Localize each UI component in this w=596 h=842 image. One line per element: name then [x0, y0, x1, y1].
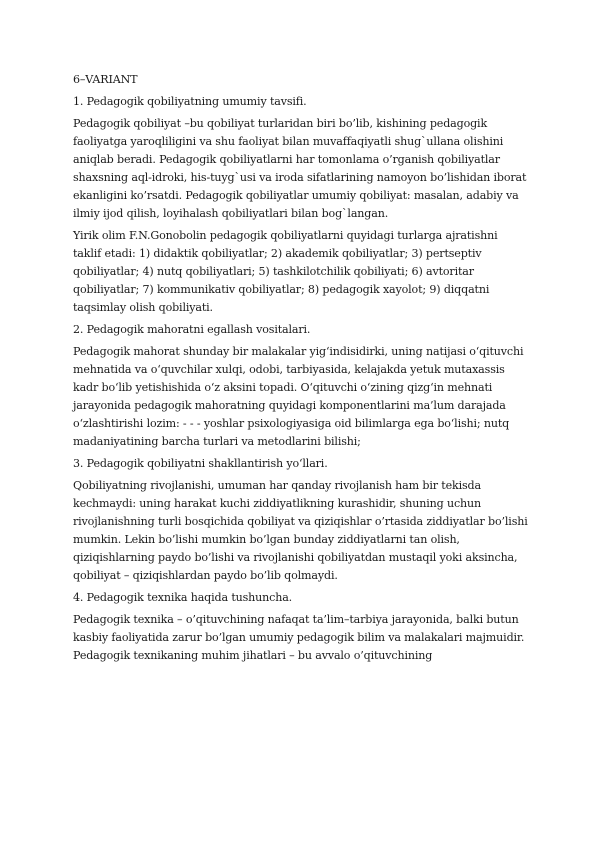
document-body [73, 71, 528, 669]
question-1-title: 1. Pedagogik qobiliyatning umumiy tavsifi. [73, 95, 307, 108]
question-1-paragraph-2: Yirik olim F.N.Gonobolin pedagogik qobiliyatlarni quyidagi turlarga ajratishni taklif etadi: 1) didaktik qobiliyatlar; 2) akademik qobiliyatlar; 3) pertseptiv qobiliyatlar; 4) nutq qobiliyatlari; 5) tashkilotchilik qobiliyati; 6) avtoritar qobiliyatlar; 7) kommunikativ qobiliyatlar; 8) pedagogik xayolot; 9) diqqatni taqsimlay olish qobiliyati. [73, 229, 498, 314]
question-2-title: 2. Pedagogik mahoratni egallash vositalari. [73, 323, 311, 336]
variant-heading: 6–VARIANT [73, 73, 138, 86]
question-4-title: 4. Pedagogik texnika haqida tushuncha. [73, 591, 293, 604]
question-4-paragraph-1: Pedagogik texnika – o’qituvchining nafaqat ta’lim–tarbiya jarayonida, balki butun kasbiy faoliyatida zarur bo’lgan umumiy pedagogik bilim va malakalari majmuidir. Pedagogik texnikaning muhim jihatlari – bu avvalo o’qituvchining [73, 613, 525, 662]
question-3-paragraph-1: Qobiliyatning rivojlanishi, umuman har qanday rivojlanish ham bir tekisda kechmaydi: uning harakat kuchi ziddiyatlikning kurashidir, shuning uchun rivojlanishning turli bosqichida qobiliyat va qiziqishlar o’rtasida ziddiyatlar bo’lishi mumkin. Lekin bo’lishi mumkin bo’lgan bunday ziddiyatlarni tan olish, qiziqishlarning paydo bo’lishi va rivojlanishi qobiliyatdan mustaqil yoki aksincha, qobiliyat – qiziqishlardan paydo bo’lib qolmaydi. [73, 479, 528, 582]
question-1-paragraph-1: Pedagogik qobiliyat –bu qobiliyat turlaridan biri bo’lib, kishining pedagogik faoliyatga yaroqliligini va shu faoliyat bilan muvaffaqiyatli shug`ullana olishini aniqlab beradi. Pedagogik qobiliyatlarni har tomonlama o’rganish qobiliyatlar shaxsning aql-idroki, his-tuyg`usi va iroda sifatlarining namoyon bo’lishidan iborat ekanligini ko’rsatdi. Pedagogik qobiliyatlar umumiy qobiliyat: masalan, adabiy va ilmiy ijod qilish, loyihalash qobiliyatlari bilan bog`langan. [73, 117, 527, 220]
question-3-title: 3. Pedagogik qobiliyatni shakllantirish yo‘llari. [73, 457, 328, 470]
question-2-paragraph-1: Pedagogik mahorat shunday bir malakalar yig‘indisidirki, uning natijasi o‘qituvchi mehnatida va o‘quvchilar xulqi, odobi, tarbiyasida, kelajakda yetuk mutaxassis kadr bo‘lib yetishishida o‘z aksini topadi. O‘qituvchi o‘zining qizg‘in mehnati jarayonida pedagogik mahoratning quyidagi komponentlarini ma’lum darajada o‘zlashtirishi lozim: - - - yoshlar psixologiyasiga oid bilimlarga ega bo‘lishi; nutq madaniyatining barcha turlari va metodlarini bilishi; [73, 345, 524, 448]
